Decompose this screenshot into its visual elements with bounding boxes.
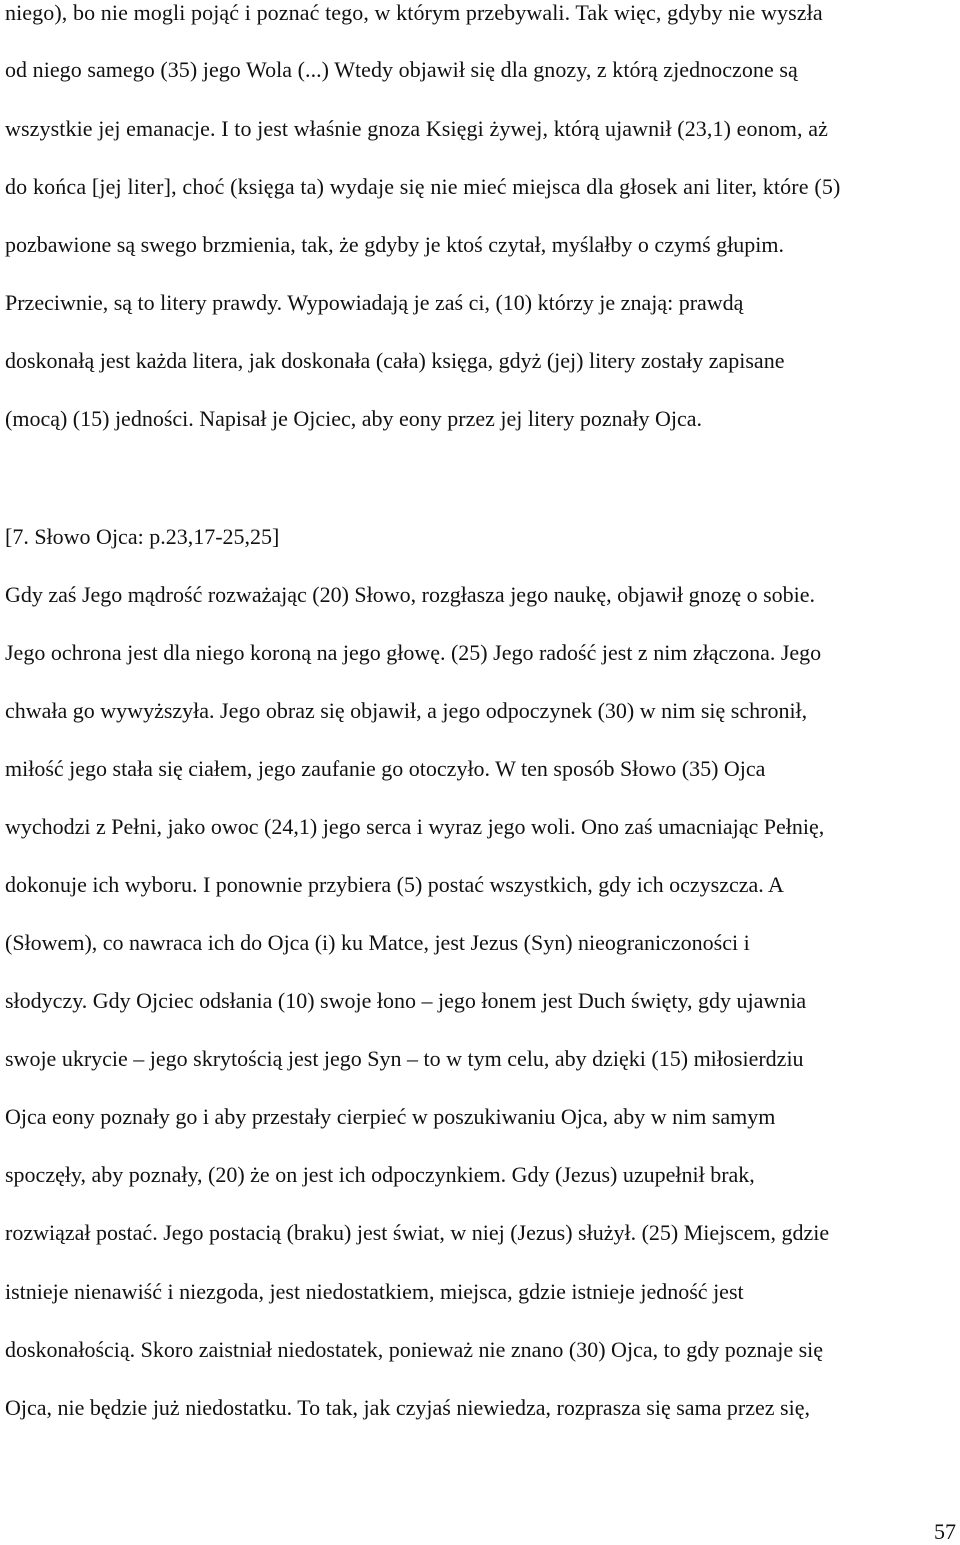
text-line: wychodzi z Pełni, jako owoc (24,1) jego serca i wyraz jego woli. Ono zaś umacniając Pełnię, [5, 814, 825, 839]
text-line: Przeciwnie, są to litery prawdy. Wypowiadają je zaś ci, (10) którzy je znają: prawdą [5, 290, 744, 315]
text-line: (mocą) (15) jedności. Napisał je Ojciec, aby eony przez jej litery poznały Ojca. [5, 406, 702, 431]
text-line: doskonałą jest każda litera, jak doskonała (cała) księga, gdyż (jej) litery zostały zapisane [5, 348, 785, 373]
page-number: 57 [934, 1519, 956, 1544]
text-line: spoczęły, aby poznały, (20) że on jest ich odpoczynkiem. Gdy (Jezus) uzupełnił brak, [5, 1162, 755, 1187]
text-line: chwała go wywyższyła. Jego obraz się objawił, a jego odpoczynek (30) w nim się schronił, [5, 698, 808, 723]
text-line: niego), bo nie mogli pojąć i poznać tego, w którym przebywali. Tak więc, gdyby nie wyszła [5, 0, 823, 25]
text-line: Ojca, nie będzie już niedostatku. To tak, jak czyjaś niewiedza, rozprasza się sama przez się, [5, 1395, 810, 1420]
text-line: swoje ukrycie – jego skrytością jest jego Syn – to w tym celu, aby dzięki (15) miłosierdziu [5, 1046, 804, 1071]
text-line: Jego ochrona jest dla niego koroną na jego głowę. (25) Jego radość jest z nim złączona. Jego [5, 640, 822, 665]
text-line: wszystkie jej emanacje. I to jest właśnie gnoza Księgi żywej, którą ujawnił (23,1) eonom, aż [5, 116, 828, 141]
section-heading: [7. Słowo Ojca: p.23,17-25,25] [5, 524, 280, 549]
text-line: Gdy zaś Jego mądrość rozważając (20) Słowo, rozgłasza jego naukę, objawił gnozę o sobie. [5, 582, 816, 607]
text-line: dokonuje ich wyboru. I ponownie przybiera (5) postać wszystkich, gdy ich oczyszcza. A [5, 872, 784, 897]
text-line: doskonałością. Skoro zaistniał niedostatek, ponieważ nie znano (30) Ojca, to gdy poznaje się [5, 1337, 824, 1362]
text-line: miłość jego stała się ciałem, jego zaufanie go otoczyło. W ten sposób Słowo (35) Ojca [5, 756, 766, 781]
text-line: pozbawione są swego brzmienia, tak, że gdyby je ktoś czytał, myślałby o czymś głupim. [5, 232, 784, 257]
text-line: (Słowem), co nawraca ich do Ojca (i) ku Matce, jest Jezus (Syn) nieograniczoności i [5, 930, 750, 955]
text-line: Ojca eony poznały go i aby przestały cierpieć w poszukiwaniu Ojca, aby w nim samym [5, 1104, 776, 1129]
text-line: rozwiązał postać. Jego postacią (braku) jest świat, w niej (Jezus) służył. (25) Miejscem, gdzie [5, 1220, 830, 1245]
text-line: istnieje nienawiść i niezgoda, jest niedostatkiem, miejsca, gdzie istnieje jedność jest [5, 1279, 744, 1304]
text-line: słodyczy. Gdy Ojciec odsłania (10) swoje łono – jego łonem jest Duch święty, gdy ujawnia [5, 988, 807, 1013]
text-line: do końca [jej liter], choć (księga ta) wydaje się nie mieć miejsca dla głosek ani liter, które (5) [5, 174, 841, 199]
text-line: od niego samego (35) jego Wola (...) Wtedy objawił się dla gnozy, z którą zjednoczone są [5, 57, 798, 82]
